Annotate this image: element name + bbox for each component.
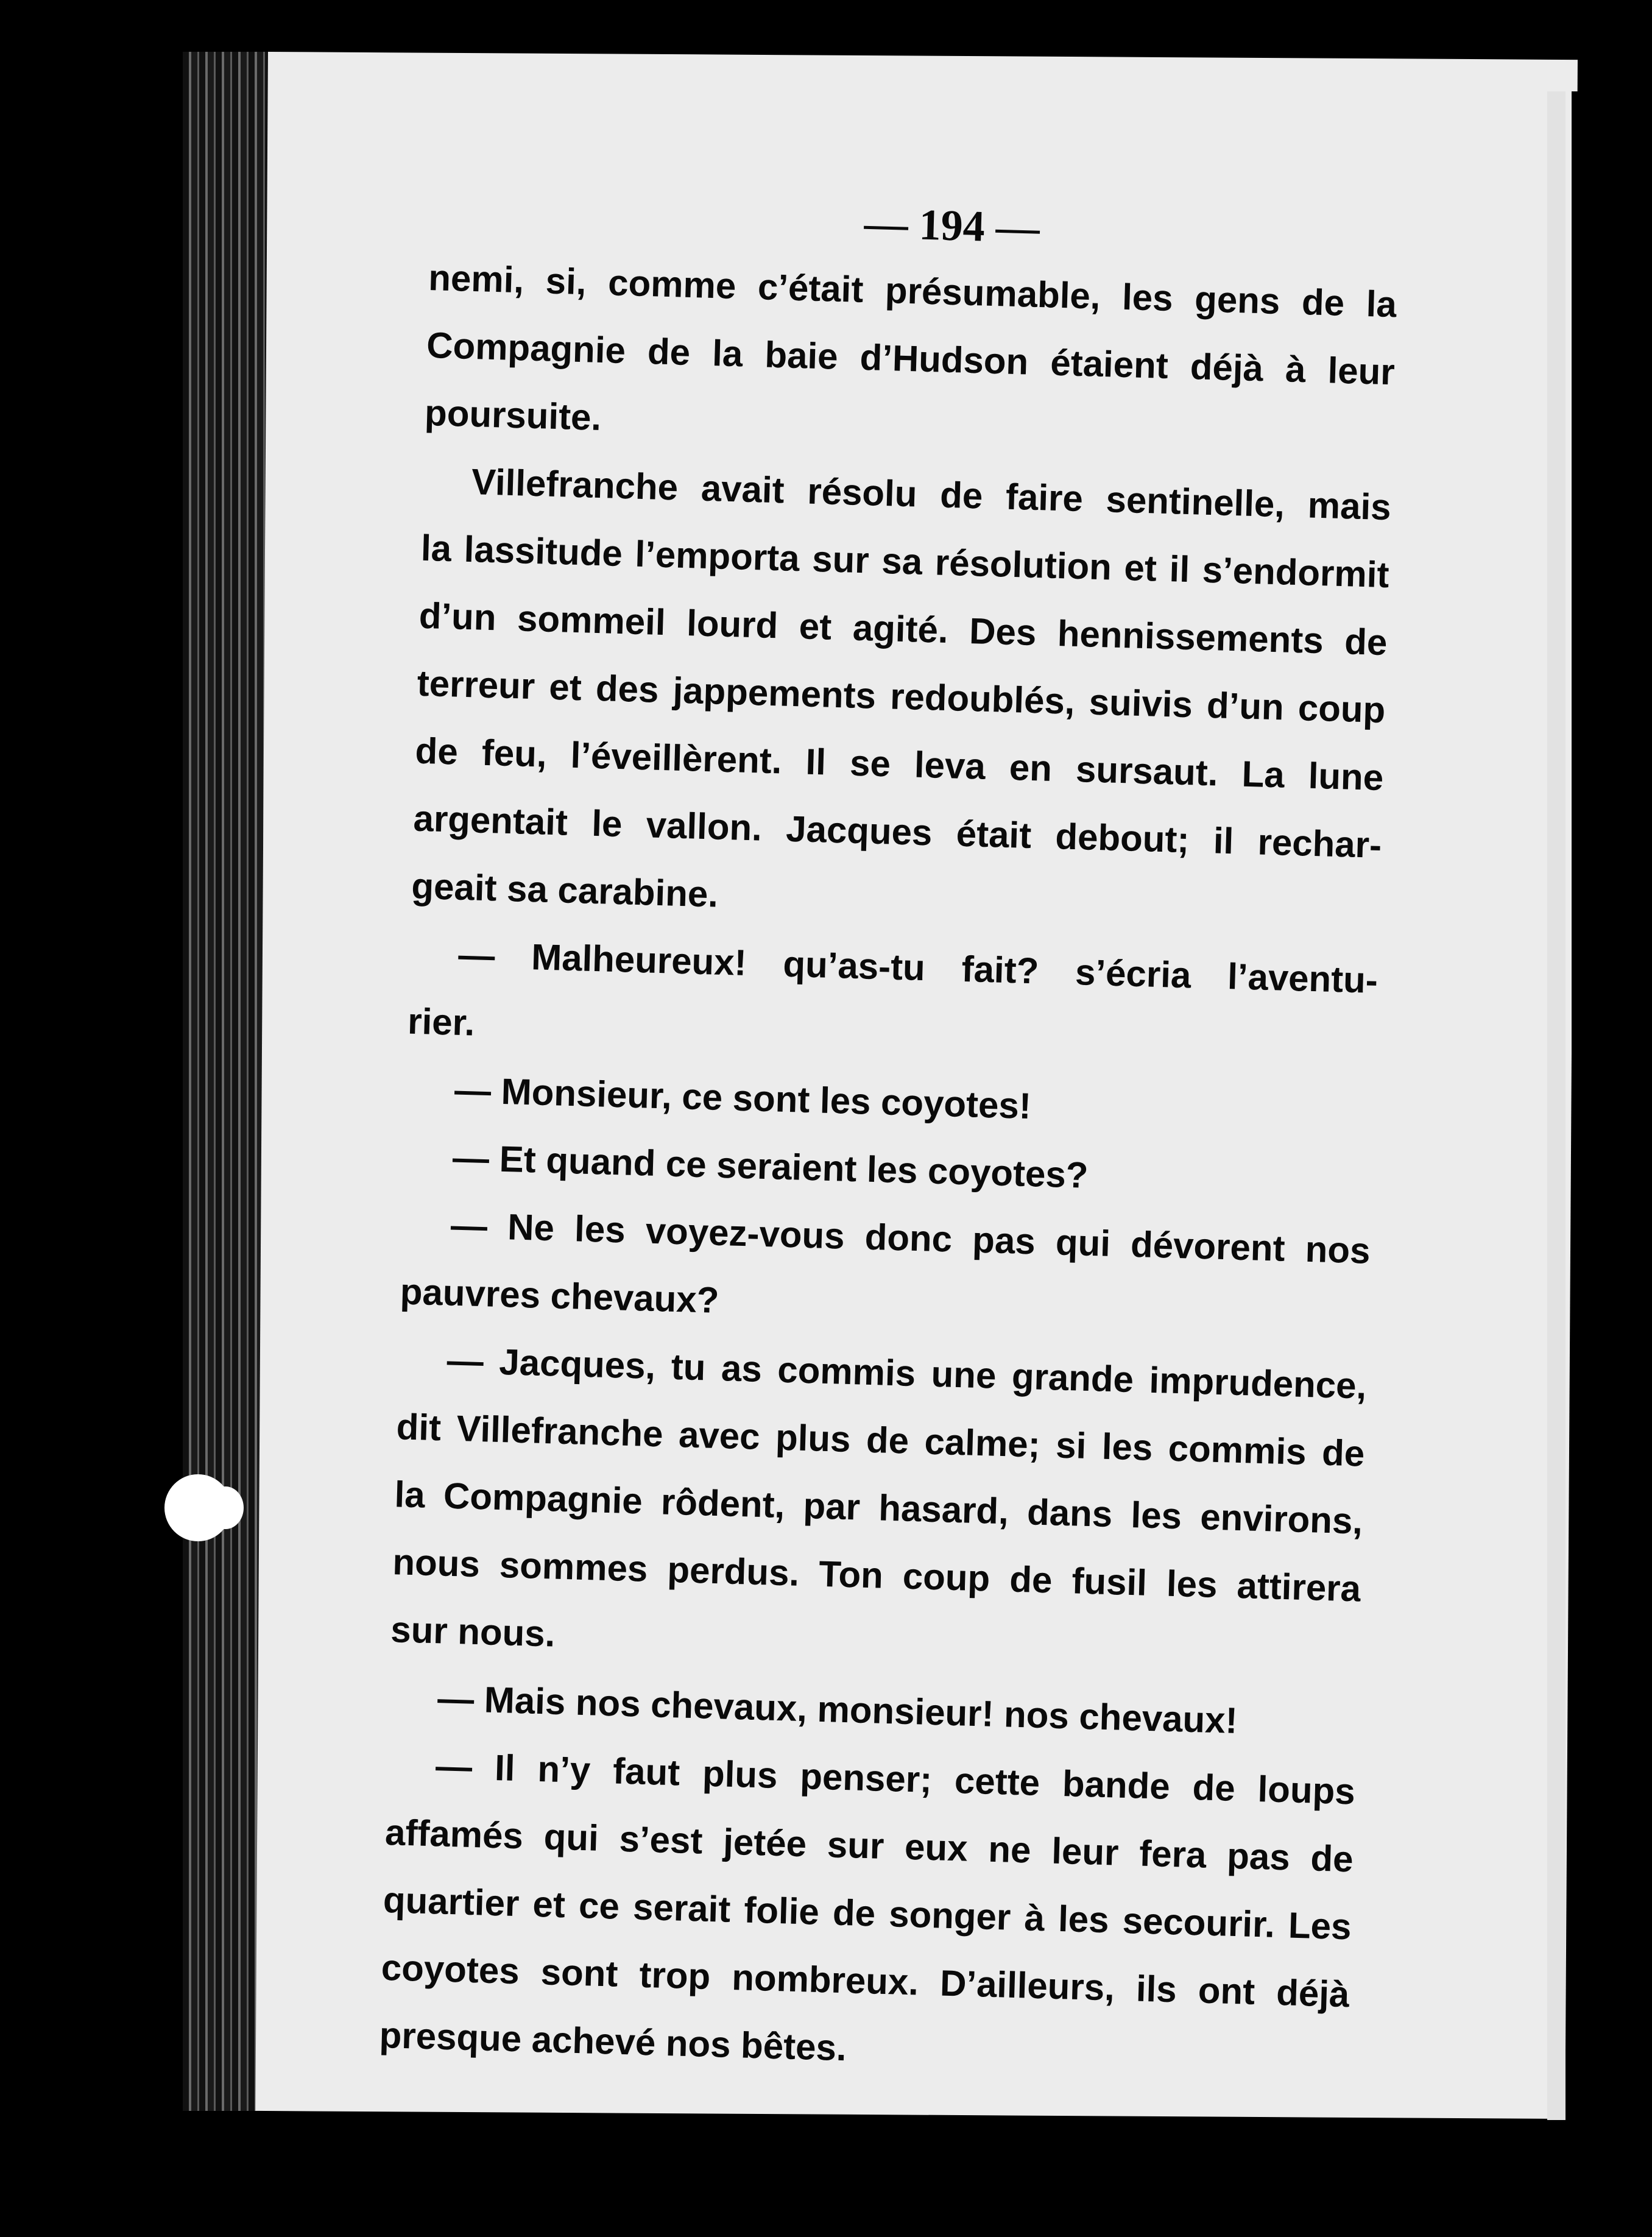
text-line: geait sa carabine.: [411, 865, 719, 915]
text-line: rier.: [407, 1000, 476, 1044]
text-line: coyotes sont trop nombreux. D’ailleurs, ils ont déjà: [381, 1946, 1350, 2015]
text-line: sur nous.: [390, 1609, 556, 1655]
text-line: presque achevé nos bêtes.: [378, 2014, 847, 2069]
text-line: — Ne les voyez-vous donc pas qui dévorent nos: [450, 1204, 1371, 1271]
body-text: [378, 244, 1397, 2069]
text-line: Villefranche avait résolu de faire sentinelle, mais: [471, 461, 1392, 528]
text-line: — Il n’y faut plus penser; cette bande de loups: [435, 1745, 1356, 1812]
text-line: — Mais nos chevaux, monsieur! nos chevaux!: [437, 1678, 1238, 1741]
text-line: — Et quand ce seraient les coyotes?: [452, 1137, 1089, 1196]
text-line: — Jacques, tu as commis une grande imprudence,: [446, 1340, 1368, 1407]
text-line: — Monsieur, ce sont les coyotes!: [454, 1069, 1032, 1127]
text-line: de feu, l’éveillèrent. Il se leva en sursaut. La lune: [414, 730, 1385, 799]
text-line: quartier et ce serait folie de songer à les secourir. Les: [383, 1879, 1352, 1948]
text-line: dit Villefranche avec plus de calme; si les commis de: [395, 1406, 1366, 1474]
page-number: — 194 —: [863, 198, 1040, 253]
page-edge-shadow: [1572, 91, 1579, 2120]
text-line: — Malheureux! qu’as-tu fait? s’écria l’aventu-: [457, 934, 1378, 1001]
text-line: la lassitude l’emporta sur sa résolution et il s’endormit: [420, 527, 1390, 596]
text-line: poursuite.: [424, 392, 602, 438]
text-line: affamés qui s’est jetée sur eux ne leur fera pas de: [384, 1811, 1354, 1880]
text-line: nemi, si, comme c’était présumable, les gens de la: [428, 256, 1397, 325]
text-line: argentait le vallon. Jacques était debout; il rechar-: [412, 797, 1382, 866]
text-line: terreur et des jappements redoublés, suivis d’un coup: [416, 662, 1386, 731]
text-line: Compagnie de la baie d’Hudson étaient déjà à leur: [426, 324, 1396, 393]
scan-fleck: [207, 1486, 244, 1529]
page-edge: [1547, 91, 1566, 2120]
text-line: nous sommes perdus. Ton coup de fusil les attirera: [392, 1541, 1361, 1610]
text-line: pauvres chevaux?: [400, 1271, 720, 1321]
text-line: la Compagnie rôdent, par hasard, dans les environs,: [394, 1474, 1363, 1542]
text-line: d’un sommeil lourd et agité. Des hennissements de: [418, 595, 1388, 663]
